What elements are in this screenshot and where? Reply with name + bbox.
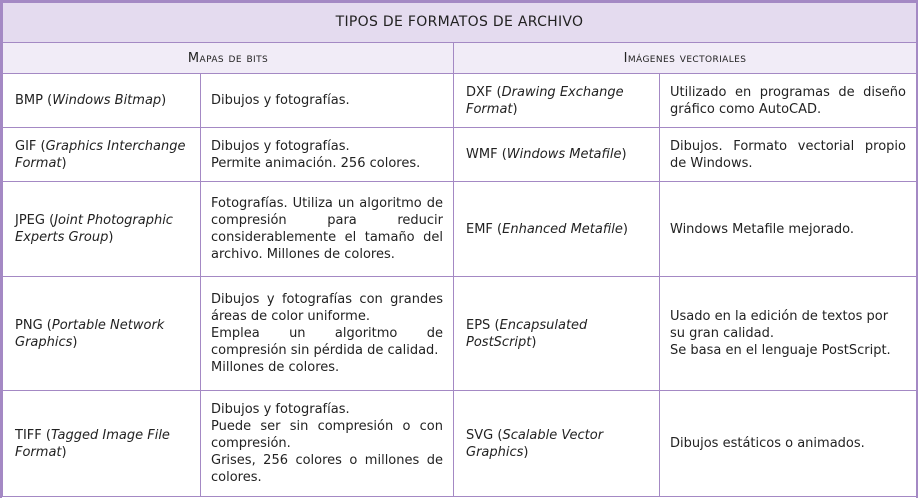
format-abbr: WMF: [466, 147, 498, 162]
bitmap-format-name: BMP (Windows Bitmap): [3, 74, 201, 128]
table-row: [3, 128, 917, 182]
desc-line: Emplea un algoritmo de compresión sin pérdida de calidad.: [211, 326, 443, 358]
format-abbr: DXF: [466, 84, 493, 100]
format-full-name: Enhanced Metafile: [502, 221, 623, 237]
vector-section-header: Imágenes vectoriales: [454, 43, 917, 74]
bitmap-format-name: PNG (Portable Network Graphics): [3, 277, 201, 391]
vector-format-desc: [660, 74, 917, 128]
desc-line: Dibujos y fotografías.: [211, 138, 350, 154]
vector-format-desc: [660, 128, 917, 182]
desc-line: Dibujos estáticos o animados.: [670, 436, 865, 451]
vector-format-desc: [660, 182, 917, 277]
vector-format-name: SVG (Scalable Vector Graphics): [454, 391, 660, 497]
vector-format-name: DXF (Drawing Exchange Format): [454, 74, 660, 128]
format-abbr: TIFF: [15, 427, 42, 443]
desc-line: Millones de colores.: [211, 360, 340, 375]
vector-format-name: EMF (Enhanced Metafile): [454, 182, 660, 277]
table-row: [3, 391, 917, 497]
bitmap-section-header: Mapas de bits: [3, 43, 454, 74]
table-title-row: [3, 3, 917, 43]
desc-line: Permite animación. 256 colores.: [211, 155, 421, 171]
bitmap-format-desc: [201, 128, 454, 182]
format-abbr: PNG: [15, 317, 43, 333]
section-header-row: [3, 43, 917, 74]
desc-line: Fotografías. Utiliza un algoritmo de compresión para reducir considerablemente el tamaño del archivo. Millones de colores.: [211, 196, 443, 262]
bitmap-format-name: JPEG (Joint Photographic Experts Group): [3, 182, 201, 277]
format-full-name: Joint Photographic Experts Group: [15, 213, 173, 245]
format-abbr: BMP: [15, 93, 43, 108]
vector-format-name: EPS (Encapsulated PostScript): [454, 277, 660, 391]
desc-line: Utilizado en programas de diseño gráfico como AutoCAD.: [670, 84, 907, 117]
format-full-name: Windows Bitmap: [52, 93, 162, 108]
format-full-name: Scalable Vector Graphics: [466, 427, 604, 460]
format-full-name: Tagged Image File Format: [15, 427, 170, 460]
desc-line: Usado en la edición de textos por su gran calidad.: [670, 309, 889, 341]
format-full-name: Windows Metafile: [506, 147, 622, 162]
format-full-name: Graphics Interchange Format: [15, 138, 186, 171]
vector-format-desc: [660, 277, 917, 391]
format-abbr: EPS: [466, 317, 491, 333]
table-row: [3, 74, 917, 128]
bitmap-format-desc: [201, 391, 454, 497]
table-row: [3, 277, 917, 391]
desc-line: Windows Metafile mejorado.: [670, 221, 855, 237]
desc-line: Dibujos. Formato vectorial propio de Windows.: [670, 138, 907, 171]
desc-line: Grises, 256 colores o millones de colores.: [211, 453, 443, 485]
table-title: TIPOS DE FORMATOS DE ARCHIVO: [3, 3, 917, 43]
bitmap-format-name: GIF (Graphics Interchange Format): [3, 128, 201, 182]
desc-line: Dibujos y fotografías con grandes áreas de color uniforme.: [211, 292, 443, 324]
bitmap-format-desc: [201, 182, 454, 277]
table-row: [3, 182, 917, 277]
file-formats-table: [2, 2, 917, 497]
format-abbr: GIF: [15, 138, 37, 154]
vector-format-name: WMF (Windows Metafile): [454, 128, 660, 182]
format-abbr: EMF: [466, 221, 493, 237]
bitmap-format-name: TIFF (Tagged Image File Format): [3, 391, 201, 497]
desc-line: Se basa en el lenguaje PostScript.: [670, 343, 891, 358]
desc-line: Puede ser sin compresión o con compresión.: [211, 419, 443, 451]
format-abbr: JPEG: [15, 213, 45, 228]
desc-line: Dibujos y fotografías.: [211, 93, 350, 108]
format-full-name: Encapsulated PostScript: [466, 317, 588, 350]
format-abbr: SVG: [466, 427, 494, 443]
bitmap-format-desc: [201, 277, 454, 391]
bitmap-format-desc: [201, 74, 454, 128]
vector-format-desc: [660, 391, 917, 497]
desc-line: Dibujos y fotografías.: [211, 402, 350, 417]
format-full-name: Portable Network Graphics: [15, 317, 165, 350]
format-full-name: Drawing Exchange Format: [466, 84, 624, 117]
